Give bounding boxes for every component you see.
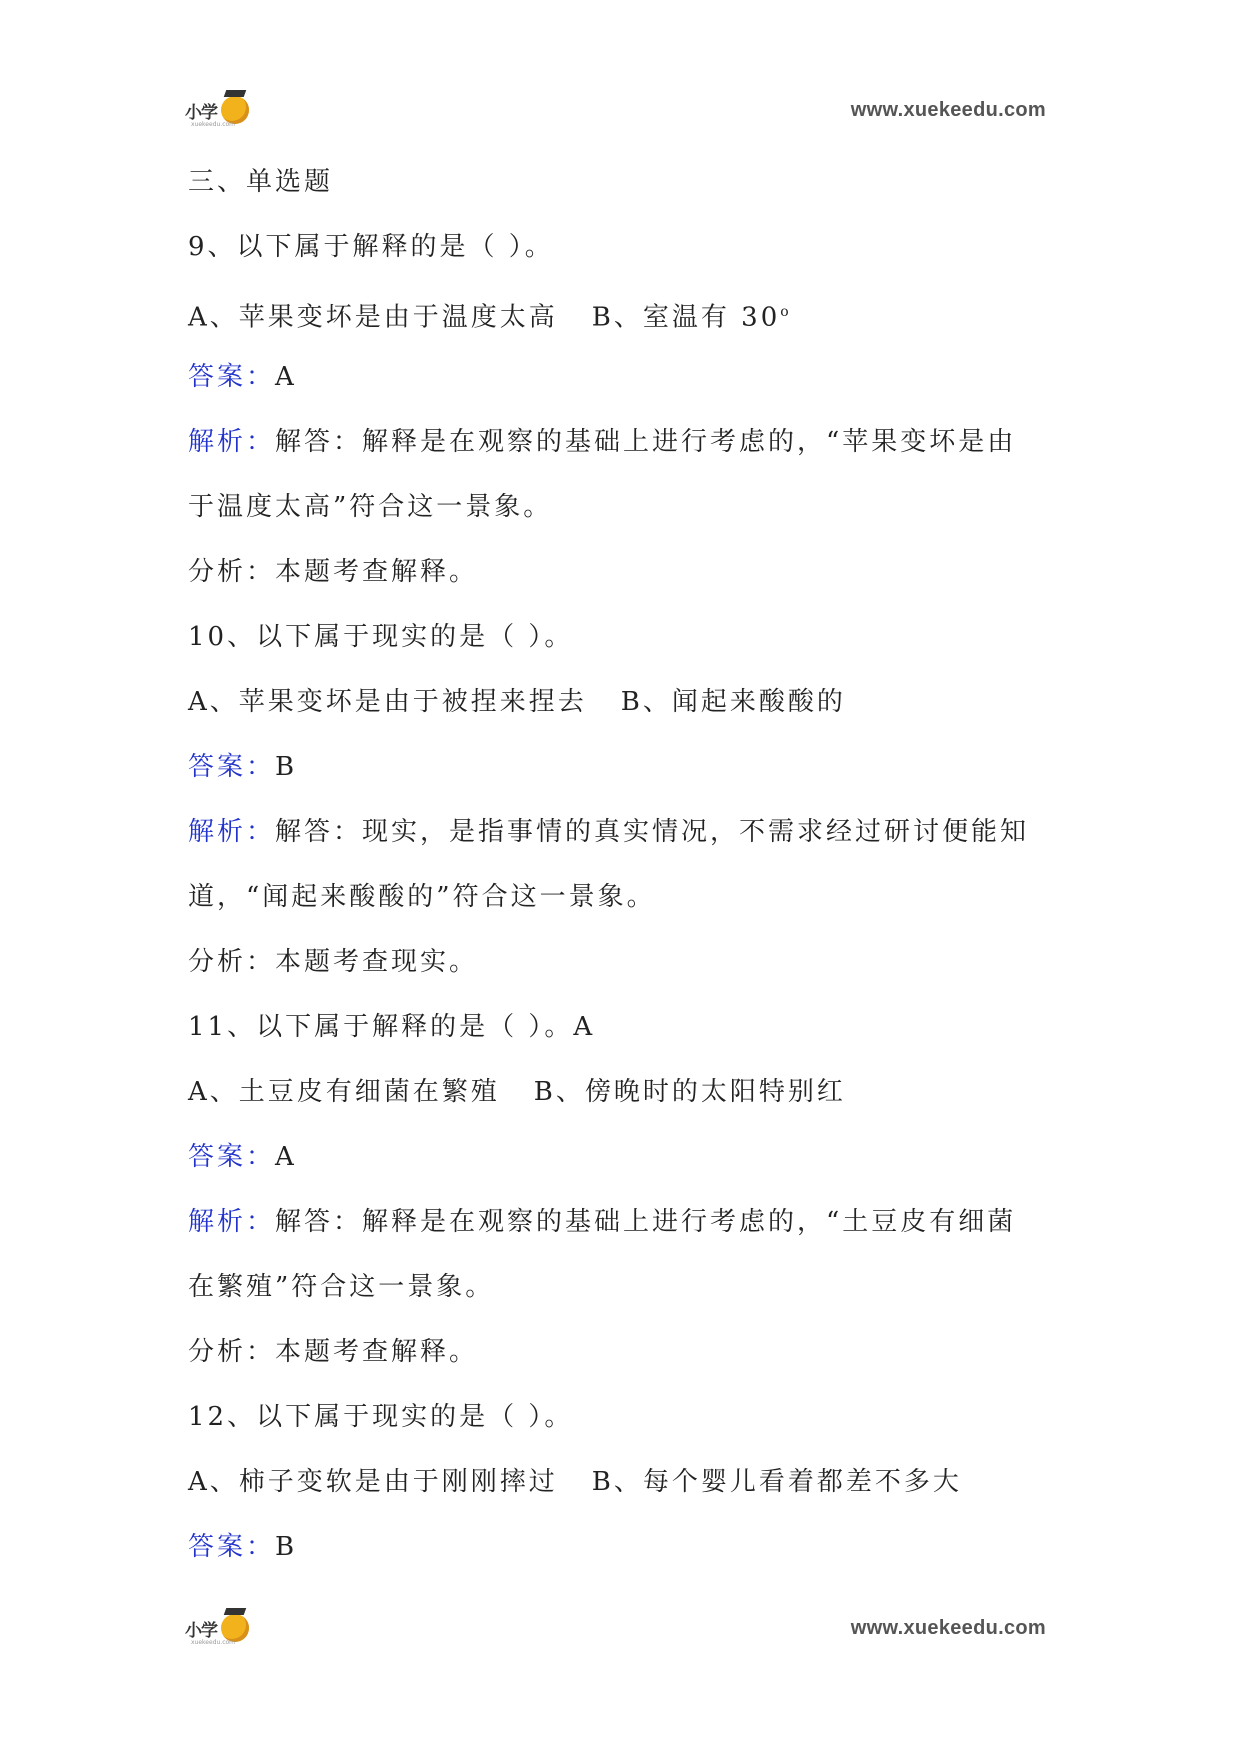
question-11-analysis [188, 1195, 1068, 1260]
question-12: 12、以下属于现实的是（ ）。 [188, 1402, 574, 1432]
answer-label: 答案： [188, 1532, 276, 1562]
answer-label: 答案： [188, 1142, 276, 1172]
question-10-summary: 分析：本题考查现实。 [188, 947, 479, 977]
option-a: A、土豆皮有细菌在繁殖 [188, 1077, 500, 1107]
logo-text: 小学 [185, 1620, 217, 1641]
logo-subtext: xuekeedu.com [191, 1639, 236, 1646]
question-11-analysis-cont: 在繁殖”符合这一景象。 [188, 1272, 495, 1302]
question-9-analysis-cont: 于温度太高”符合这一景象。 [188, 492, 553, 522]
answer-value: A [275, 362, 297, 392]
question-9: 9、以下属于解释的是（ ）。 [188, 232, 554, 262]
question-12-answer [188, 1520, 1068, 1585]
degree-mark: o [780, 304, 792, 320]
question-10-analysis [188, 805, 1068, 870]
option-a: A、苹果变坏是由于被捏来捏去 [188, 687, 587, 717]
question-10-analysis-cont: 道，“闻起来酸酸的”符合这一景象。 [188, 882, 656, 912]
site-url: www.xuekeedu.com [850, 1616, 1046, 1639]
question-9-answer [188, 350, 1068, 415]
logo-subtext: xuekeedu.com [191, 121, 236, 128]
question-9-analysis [188, 415, 1068, 480]
question-11-summary: 分析：本题考查解释。 [188, 1337, 479, 1367]
question-9-options [188, 285, 1068, 350]
analysis-text: 解答：解释是在观察的基础上进行考虑的，“苹果变坏是由 [275, 427, 1017, 457]
answer-label: 答案： [188, 362, 276, 392]
page-header [185, 80, 1056, 140]
mascot-icon [221, 1614, 249, 1642]
analysis-text: 解答：解释是在观察的基础上进行考虑的，“土豆皮有细菌 [275, 1207, 1017, 1237]
question-9-summary: 分析：本题考查解释。 [188, 557, 479, 587]
question-12-options [188, 1455, 1068, 1520]
answer-value: A [275, 1142, 297, 1172]
option-a: A、苹果变坏是由于温度太高 [188, 302, 558, 333]
site-url: www.xuekeedu.com [850, 98, 1046, 121]
option-b: B、室温有 30 [591, 302, 781, 333]
option-a: A、柿子变软是由于刚刚摔过 [188, 1467, 558, 1497]
analysis-text: 解答：现实，是指事情的真实情况，不需求经过研讨便能知 [275, 817, 1030, 847]
page-footer [185, 1598, 1056, 1658]
section-title: 三、单选题 [188, 167, 334, 197]
analysis-label: 解析： [188, 1207, 276, 1237]
question-11: 11、以下属于解释的是（ ）。A [188, 1012, 596, 1042]
analysis-label: 解析： [188, 427, 276, 457]
option-b: B、闻起来酸酸的 [620, 687, 846, 717]
document-body [188, 155, 1068, 1585]
option-b: B、每个婴儿看着都差不多大 [591, 1467, 962, 1497]
answer-value: B [275, 752, 298, 782]
mascot-icon [221, 96, 249, 124]
option-b: B、傍晚时的太阳特别红 [533, 1077, 846, 1107]
analysis-label: 解析： [188, 817, 276, 847]
question-10-answer [188, 740, 1068, 805]
question-11-options [188, 1065, 1068, 1130]
site-logo [185, 90, 249, 130]
logo-text: 小学 [185, 102, 217, 123]
site-logo [185, 1608, 249, 1648]
answer-value: B [275, 1532, 298, 1562]
question-11-answer [188, 1130, 1068, 1195]
question-10-options [188, 675, 1068, 740]
question-10: 10、以下属于现实的是（ ）。 [188, 622, 574, 652]
answer-label: 答案： [188, 752, 276, 782]
